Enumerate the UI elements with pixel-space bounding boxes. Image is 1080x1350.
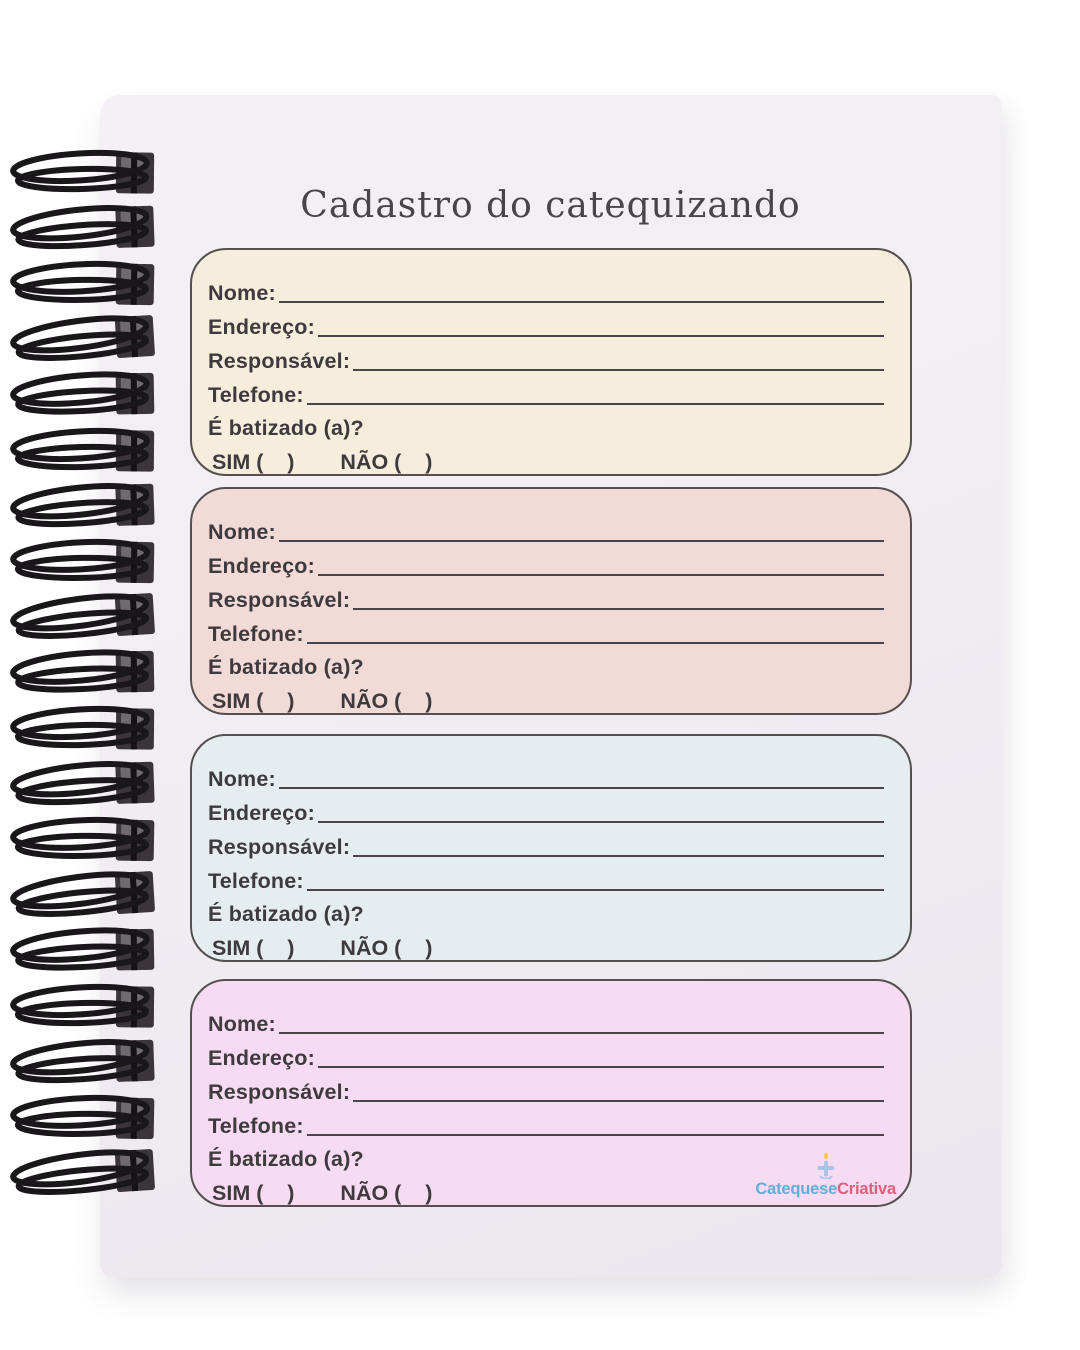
spiral-wire-icon (0, 922, 172, 981)
candle-icon (813, 1151, 839, 1181)
field-row-endereco (208, 545, 886, 579)
endereco-label: Endereço: (208, 801, 315, 825)
spiral-coil (0, 978, 172, 1035)
responsavel-label: Responsável: (208, 349, 351, 373)
nome-field-line (279, 1032, 884, 1034)
nao-option: NÃO ( ) (340, 1181, 433, 1205)
spiral-wire-icon (0, 754, 173, 816)
nome-label: Nome: (208, 281, 276, 305)
telefone-label: Telefone: (208, 1114, 304, 1138)
brand-name-criativa: Criativa (837, 1179, 896, 1198)
spiral-wire-icon (0, 422, 172, 479)
spiral-coil (0, 922, 172, 981)
notebook-page (100, 95, 1001, 1278)
nao-option: NÃO ( ) (340, 450, 433, 474)
spiral-coil (0, 700, 172, 757)
spiral-coil (0, 1141, 174, 1207)
endereco-label: Endereço: (208, 554, 315, 578)
spiral-coil (0, 307, 174, 373)
field-row-responsavel (208, 340, 886, 374)
sim-option: SIM ( ) (212, 450, 295, 474)
spiral-wire-icon (0, 585, 174, 651)
field-row-telefone (208, 860, 886, 894)
responsavel-field-line (353, 608, 884, 610)
endereco-field-line (318, 821, 884, 823)
sim-option: SIM ( ) (212, 689, 295, 713)
spiral-coil (0, 644, 172, 703)
telefone-field-line (307, 642, 884, 644)
spiral-coil (0, 422, 172, 479)
field-row-responsavel (208, 579, 886, 613)
batizado-options (208, 441, 886, 475)
page-title: Cadastro do catequizando (300, 185, 801, 226)
spiral-wire-icon (0, 307, 174, 373)
nome-label: Nome: (208, 520, 276, 544)
spiral-wire-icon (0, 366, 172, 425)
endereco-field-line (318, 574, 884, 576)
spiral-binding (0, 0, 180, 1350)
field-row-endereco (208, 792, 886, 826)
spiral-wire-icon (0, 1032, 173, 1094)
spiral-wire-icon (0, 144, 172, 201)
sim-option: SIM ( ) (212, 936, 295, 960)
field-row-nome (208, 511, 886, 545)
responsavel-label: Responsável: (208, 588, 351, 612)
registration-card-1 (190, 248, 912, 476)
telefone-label: Telefone: (208, 869, 304, 893)
field-row-telefone (208, 1105, 886, 1139)
spiral-coil (0, 198, 173, 260)
spiral-coil (0, 863, 174, 929)
spiral-coil (0, 476, 173, 538)
nome-field-line (279, 301, 884, 303)
field-row-nome (208, 272, 886, 306)
spiral-wire-icon (0, 978, 172, 1035)
field-row-responsavel (208, 1071, 886, 1105)
spiral-wire-icon (0, 811, 172, 870)
batizado-question: É batizado (a)? (208, 902, 364, 926)
nome-field-line (279, 787, 884, 789)
spiral-wire-icon (0, 1089, 172, 1148)
field-row-endereco (208, 1037, 886, 1071)
spiral-wire-icon (0, 255, 172, 314)
spiral-coil (0, 1032, 173, 1094)
field-row-nome (208, 758, 886, 792)
spiral-coil (0, 255, 172, 314)
responsavel-label: Responsável: (208, 1080, 351, 1104)
responsavel-field-line (353, 369, 884, 371)
spiral-wire-icon (0, 863, 174, 929)
registration-card-4 (190, 979, 912, 1207)
brand-logo (755, 1151, 896, 1198)
nao-option: NÃO ( ) (340, 936, 433, 960)
batizado-question: É batizado (a)? (208, 416, 364, 440)
field-row-endereco (208, 306, 886, 340)
telefone-label: Telefone: (208, 622, 304, 646)
endereco-label: Endereço: (208, 315, 315, 339)
brand-name (755, 1181, 896, 1198)
spiral-wire-icon (0, 198, 173, 260)
nome-label: Nome: (208, 1012, 276, 1036)
nome-field-line (279, 540, 884, 542)
batizado-options (208, 680, 886, 714)
telefone-field-line (307, 403, 884, 405)
responsavel-field-line (353, 855, 884, 857)
batizado-options (208, 927, 886, 961)
responsavel-label: Responsável: (208, 835, 351, 859)
telefone-field-line (307, 1134, 884, 1136)
spiral-wire-icon (0, 533, 172, 592)
spiral-coil (0, 1089, 172, 1148)
nome-label: Nome: (208, 767, 276, 791)
field-row-nome (208, 1003, 886, 1037)
field-row-telefone (208, 613, 886, 647)
field-row-responsavel (208, 826, 886, 860)
responsavel-field-line (353, 1100, 884, 1102)
spiral-wire-icon (0, 1141, 174, 1207)
spiral-wire-icon (0, 476, 173, 538)
telefone-label: Telefone: (208, 383, 304, 407)
field-row-telefone (208, 374, 886, 408)
registration-card-2 (190, 487, 912, 715)
endereco-label: Endereço: (208, 1046, 315, 1070)
spiral-coil (0, 533, 172, 592)
spiral-coil (0, 366, 172, 425)
brand-name-catequese: Catequese (755, 1179, 838, 1198)
endereco-field-line (318, 335, 884, 337)
spiral-wire-icon (0, 700, 172, 757)
endereco-field-line (318, 1066, 884, 1068)
spiral-coil (0, 144, 172, 201)
spiral-wire-icon (0, 644, 172, 703)
telefone-field-line (307, 889, 884, 891)
spiral-coil (0, 585, 174, 651)
spiral-coil (0, 754, 173, 816)
nao-option: NÃO ( ) (340, 689, 433, 713)
batizado-question: É batizado (a)? (208, 1147, 364, 1171)
batizado-question: É batizado (a)? (208, 655, 364, 679)
spiral-coil (0, 811, 172, 870)
registration-card-3 (190, 734, 912, 962)
sim-option: SIM ( ) (212, 1181, 295, 1205)
